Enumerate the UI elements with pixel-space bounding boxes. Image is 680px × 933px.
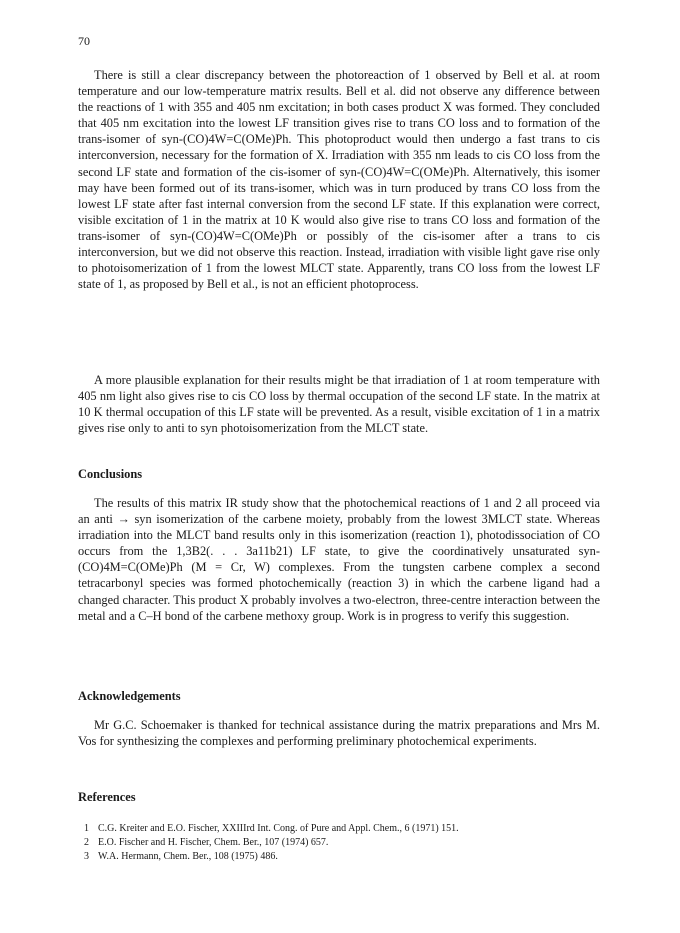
conclusions-paragraph — [78, 495, 600, 624]
reference-item — [84, 850, 594, 864]
page-number: 70 — [78, 34, 90, 48]
reference-number: 3 — [84, 851, 89, 862]
conclusions-heading: Conclusions — [78, 467, 143, 481]
reference-text: E.O. Fischer and H. Fischer, Chem. Ber., 107 (1974) 657. — [98, 837, 329, 848]
paragraph-text: There is still a clear discrepancy between the photoreaction of 1 observed by Bell et al. at room temperature and our low-temperature matrix results. Bell et al. did not observe any difference between the reactions of 1 with 355 and 405 nm excitation; in both cases product X was formed. They concluded that 405 nm excitation into the lowest LF transition gives rise to trans CO loss and to formation of the trans-isomer of syn-(CO)4W=C(OMe)Ph. This photoproduct would then undergo a fast trans to cis interconversion, necessary for the formation of X. Irradiation with 355 nm leads to cis CO loss from the second LF state and formation of the cis-isomer of syn-(CO)4W=C(OMe)Ph. Alternatively, this isomer may have been formed out of its trans-isomer, which was in turn produced by trans CO loss from the lowest LF state after fast internal conversion from the second LF state. If this explanation were correct, visible excitation of 1 in the matrix at 10 K would also give rise to trans CO loss and formation of the trans-isomer of syn-(CO)4W=C(OMe)Ph or possibly of the cis-isomer after a trans to cis interconversion, but we did not observe this reaction. Instead, irradiation with visible light gave rise only to photoisomerization of 1 from the lowest MLCT state. Apparently, trans CO loss from the lowest LF state of 1, as proposed by Bell et al., is not an efficient photoprocess. — [78, 68, 600, 292]
reference-number: 2 — [84, 837, 89, 848]
discussion-paragraph-1 — [78, 67, 600, 292]
acknowledgements-heading: Acknowledgements — [78, 689, 181, 703]
references-list — [84, 822, 594, 864]
references-heading: References — [78, 790, 136, 804]
paragraph-text: Mr G.C. Schoemaker is thanked for technical assistance during the matrix preparations and Mrs M. Vos for synthesizing the complexes and performing preliminary photochemical experiments. — [78, 718, 600, 749]
reference-item — [84, 822, 594, 836]
reference-item — [84, 836, 594, 850]
discussion-paragraph-2 — [78, 372, 600, 436]
acknowledgements-paragraph — [78, 717, 600, 749]
reference-number: 1 — [84, 823, 89, 834]
paragraph-text: A more plausible explanation for their results might be that irradiation of 1 at room temperature with 405 nm light also gives rise to cis CO loss by thermal occupation of the second LF state. In the matrix at 10 K thermal occupation of this LF state will be prevented. As a result, visible excitation of 1 in a matrix gives rise only to anti to syn photoisomerization from the MLCT state. — [78, 373, 600, 436]
reference-text: C.G. Kreiter and E.O. Fischer, XXIIIrd Int. Cong. of Pure and Appl. Chem., 6 (1971) 151. — [98, 823, 459, 834]
paragraph-text: The results of this matrix IR study show that the photochemical reactions of 1 and 2 all proceed via an anti → syn isomerization of the carbene moiety, probably from the lowest 3MLCT state. Whereas irradiation into the MLCT band results only in this isomerization (reaction 1), photodissociation of CO occurs from the 1,3B2(. . . 3a11b21) LF state, to give the coordinatively unsaturated syn-(CO)4M=C(OMe)Ph (M = Cr, W) complexes. From the tungsten carbene complex a second tetracarbonyl species was formed photochemically (reaction 3) in which the carbene ligand had a changed character. This product X probably involves a two-electron, three-centre interaction between the metal and a C–H bond of the carbene methoxy group. Work is in progress to verify this suggestion. — [78, 496, 600, 623]
reference-text: W.A. Hermann, Chem. Ber., 108 (1975) 486. — [98, 851, 278, 862]
